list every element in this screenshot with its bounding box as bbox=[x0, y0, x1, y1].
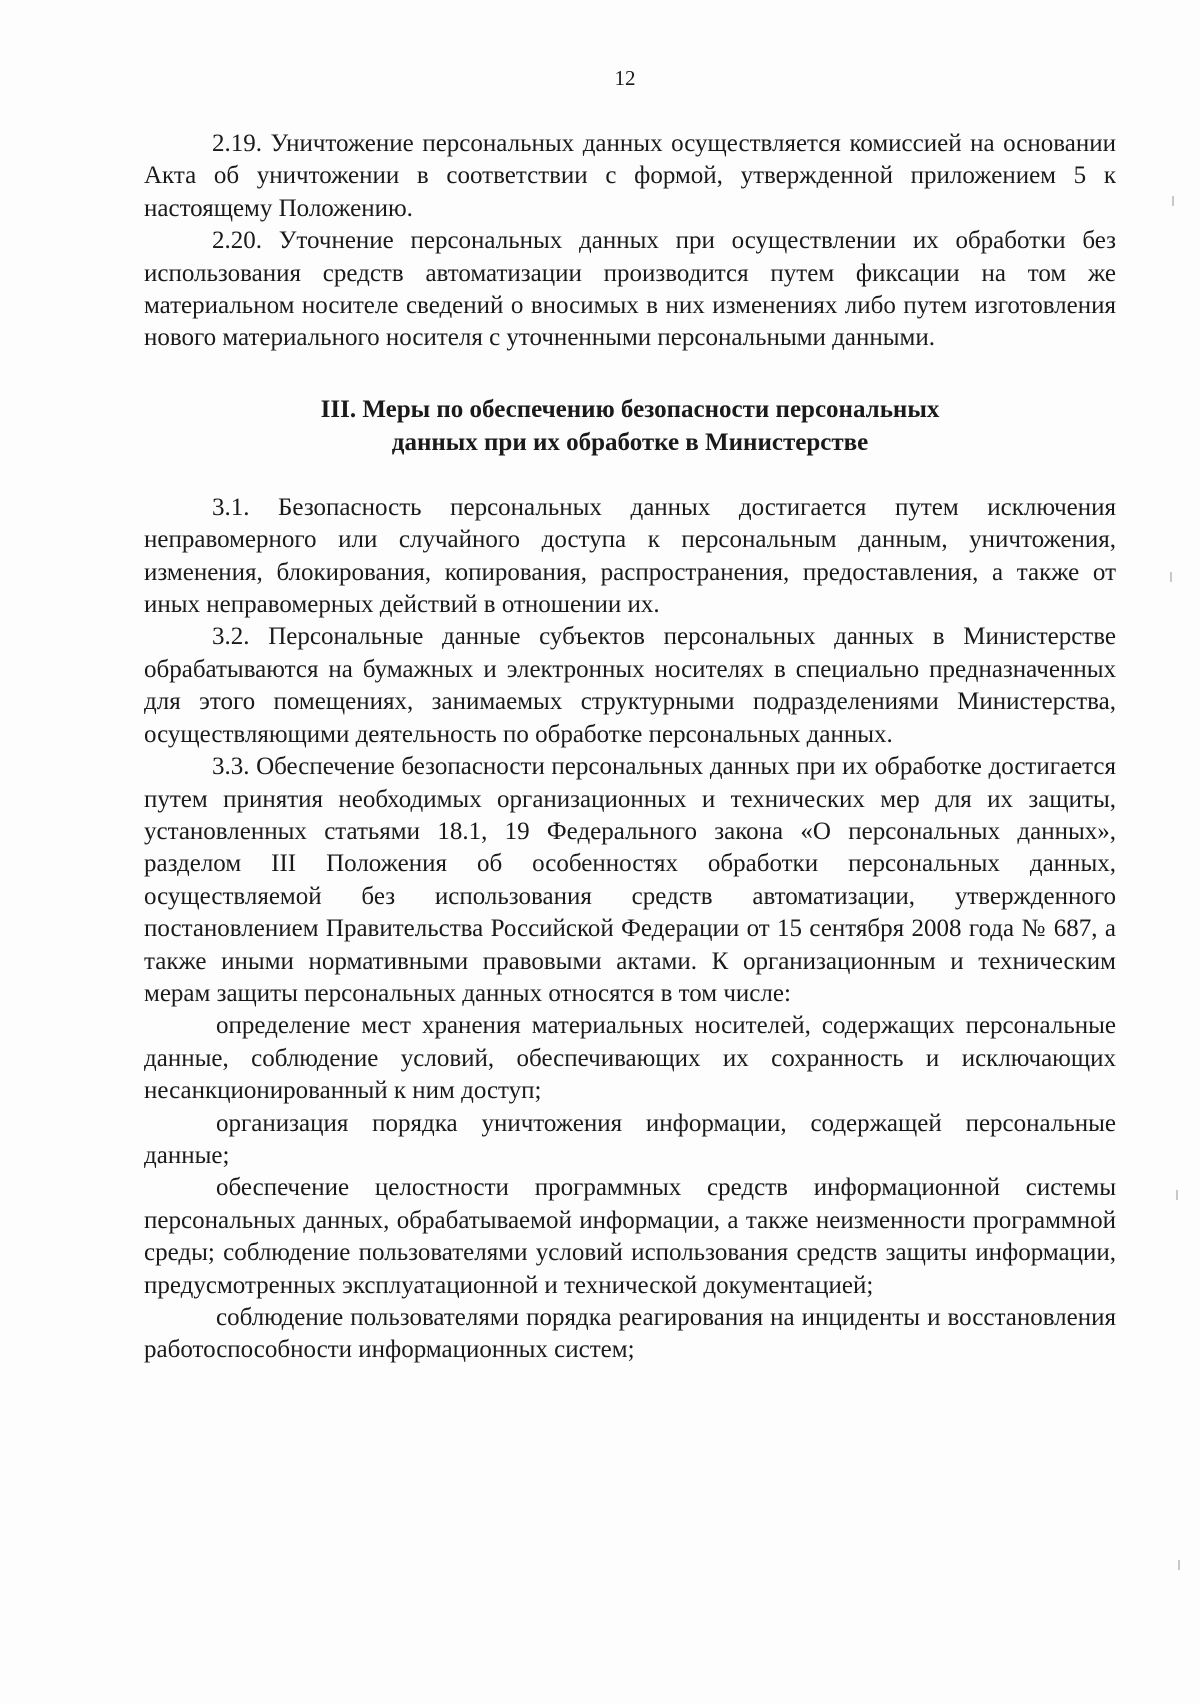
section-heading bbox=[144, 393, 1116, 459]
document-body bbox=[144, 128, 1116, 1367]
measure-item: соблюдение пользователями порядка реагирования на инциденты и восстановления работоспособности информационных систем; bbox=[144, 1304, 1116, 1364]
paragraph-2-20: 2.20. Уточнение персональных данных при осуществлении их обработки без использования средств автоматизации производится путем фиксации на том же материальном носителе сведений о вносимых в них изменениях либо путем изготовления нового материального носителя с уточненными персональными данными. bbox=[144, 227, 1116, 352]
paragraph-3-3: 3.3. Обеспечение безопасности персональных данных при их обработке достигается путем принятия необходимых организационных и технических мер для их защиты, установленных статьями 18.1, 19 Федерального закона «О персональных данных», разделом III Положения об особенностях обработки персональных данных, осуществляемой без использования средств автоматизации, утвержденного постановлением Правительства Российской Федерации от 15 сентября 2008 года № 687, а также иными нормативными правовыми актами. К организационным и техническим мерам защиты персональных данных относятся в том числе: bbox=[144, 753, 1116, 1007]
paragraph-2-19: 2.19. Уничтожение персональных данных осуществляется комиссией на основании Акта об уничтожении в соответствии с формой, утвержденной приложением 5 к настоящему Положению. bbox=[144, 130, 1116, 222]
section-heading-line-2: данных при их обработке в Министерстве bbox=[391, 428, 869, 456]
paragraph-3-2: 3.2. Персональные данные субъектов персональных данных в Министерстве обрабатываются на бумажных и электронных носителях в специально предназначенных для этого помещениях, занимаемых структурными подразделениями Министерства, осуществляющими деятельность по обработке персональных данных. bbox=[144, 623, 1116, 748]
scan-speck bbox=[1178, 1560, 1180, 1570]
scan-speck bbox=[1170, 572, 1172, 582]
measure-item: обеспечение целостности программных средств информационной системы персональных данных, обрабатываемой информации, а также неизменности программной среды; соблюдение пользователями условий использования средств защиты информации, предусмотренных эксплуатационной и технической документацией; bbox=[144, 1174, 1116, 1299]
section-heading-line-1: III. Меры по обеспечению безопасности персональных bbox=[320, 395, 940, 423]
measure-item: организация порядка уничтожения информации, содержащей персональные данные; bbox=[144, 1109, 1116, 1169]
scan-speck bbox=[1176, 1190, 1178, 1200]
measure-item: определение мест хранения материальных носителей, содержащих персональные данные, соблюдение условий, обеспечивающих их сохранность и исключающих несанкционированный к ним доступ; bbox=[144, 1012, 1116, 1105]
page-number: 12 bbox=[614, 66, 636, 90]
paragraph-3-1: 3.1. Безопасность персональных данных достигается путем исключения неправомерного или случайного доступа к персональным данным, уничтожения, изменения, блокирования, копирования, распространения, предоставления, а также от иных неправомерных действий в отношении их. bbox=[144, 493, 1116, 619]
scan-speck bbox=[1172, 196, 1174, 206]
